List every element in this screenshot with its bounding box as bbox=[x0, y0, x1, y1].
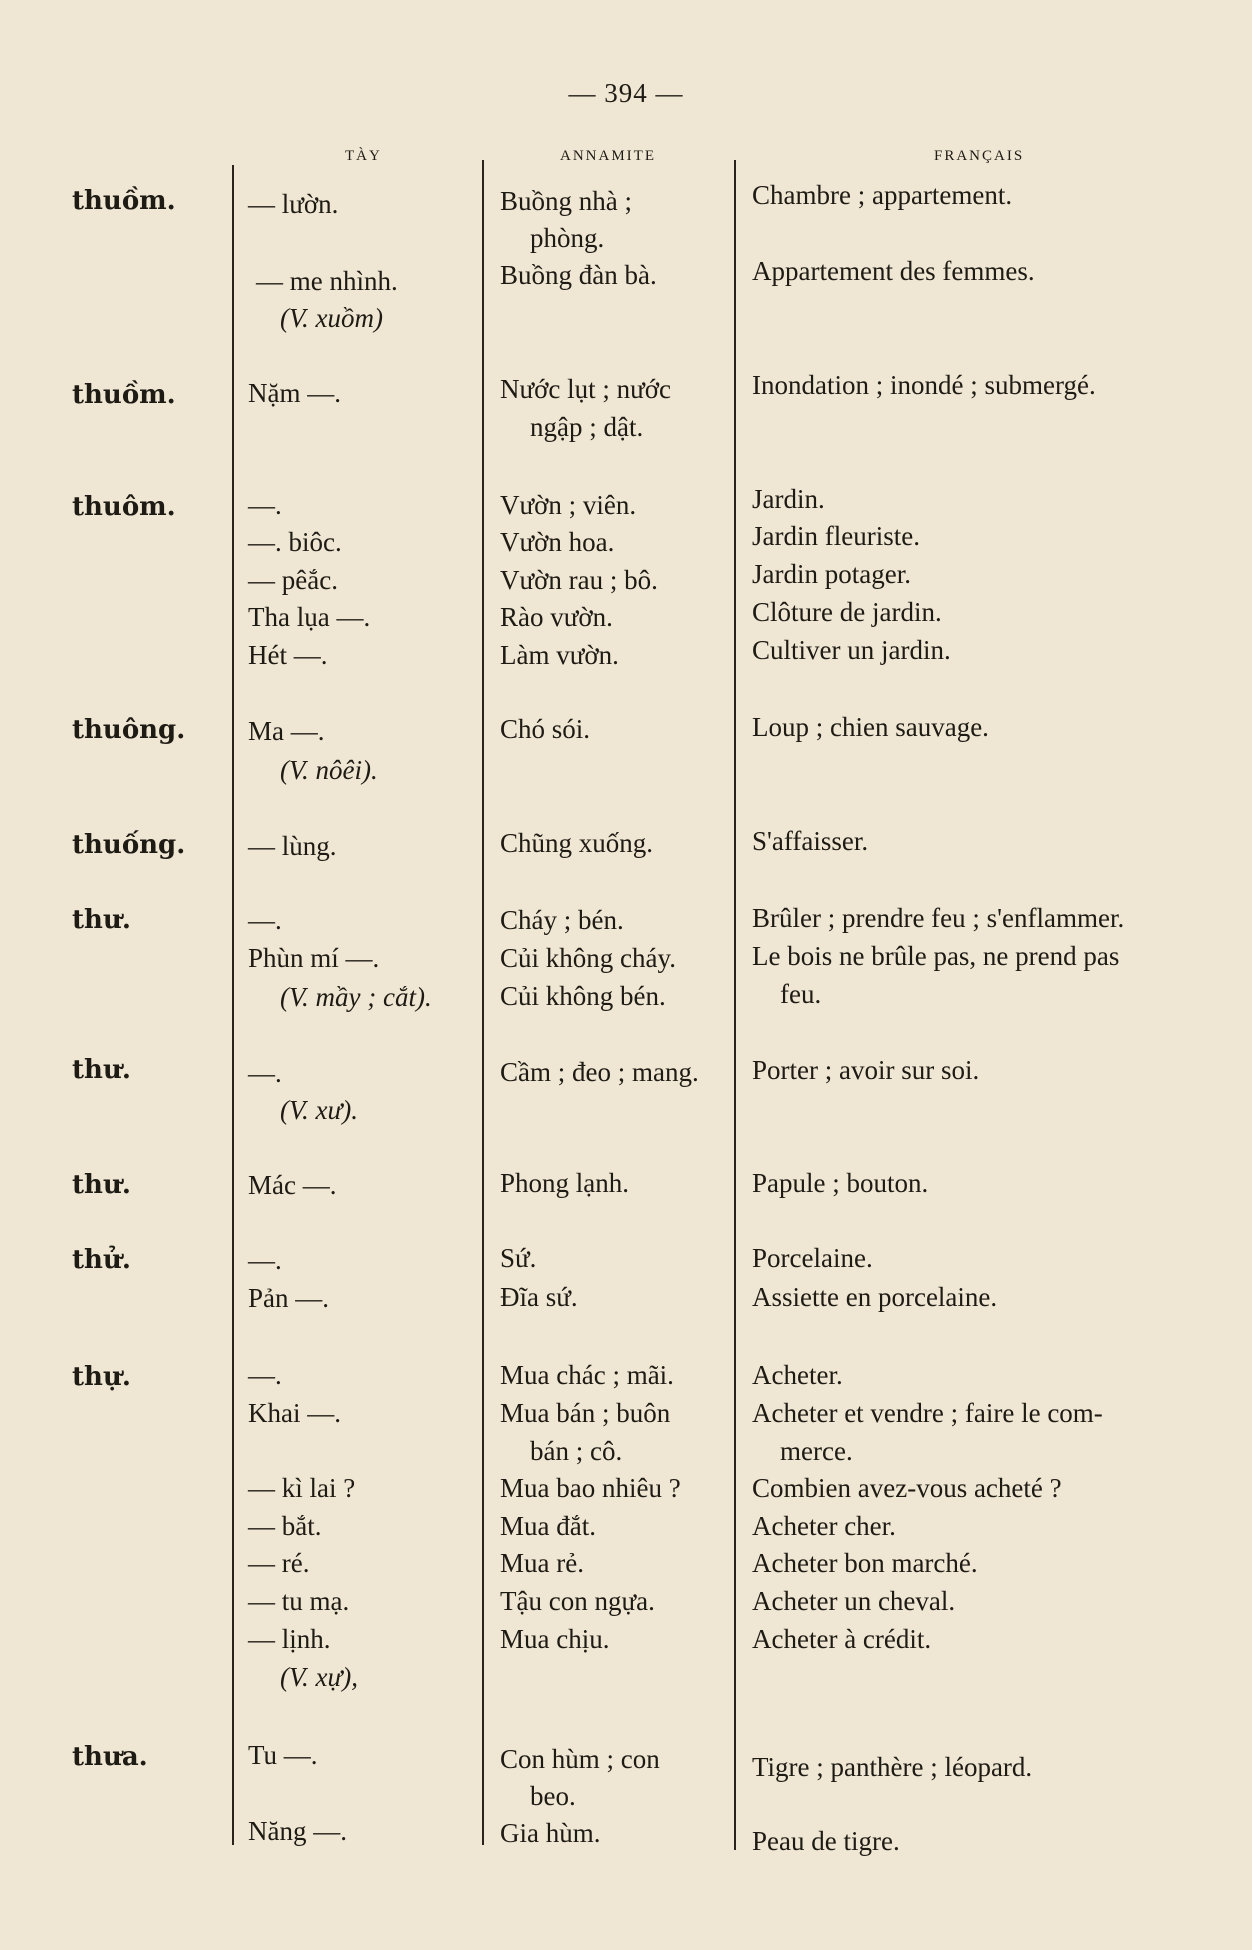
annamite-translation: Buồng nhà ; bbox=[500, 186, 632, 216]
tay-expression: — ré. bbox=[248, 1548, 310, 1578]
headword: thuông. bbox=[72, 715, 186, 745]
column-header-annamite: ANNAMITE bbox=[560, 148, 656, 164]
french-translation: Jardin potager. bbox=[752, 559, 911, 589]
annamite-translation: Cầm ; đeo ; mang. bbox=[500, 1057, 699, 1087]
annamite-translation: Chũng xuống. bbox=[500, 828, 654, 858]
column-divider-annamite bbox=[482, 160, 484, 1845]
tay-expression: Năng —. bbox=[248, 1816, 347, 1846]
annamite-translation: Củi không cháy. bbox=[500, 943, 676, 973]
tay-expression: Tu —. bbox=[248, 1740, 318, 1770]
french-translation: Porcelaine. bbox=[752, 1243, 873, 1273]
headword: thử. bbox=[72, 1245, 131, 1275]
annamite-translation: Vườn ; viên. bbox=[500, 490, 637, 520]
tay-expression: — kì lai ? bbox=[248, 1473, 356, 1503]
annamite-translation: Mua bao nhiêu ? bbox=[500, 1473, 681, 1503]
tay-cross-reference: (V. xuồm) bbox=[280, 303, 383, 333]
french-translation: Brûler ; prendre feu ; s'enflammer. bbox=[752, 903, 1125, 933]
french-translation-continued: feu. bbox=[780, 979, 822, 1009]
headword: thư. bbox=[72, 905, 131, 935]
tay-expression: Mác —. bbox=[248, 1170, 337, 1200]
annamite-translation: Sứ. bbox=[500, 1243, 537, 1273]
tay-expression: —. bbox=[248, 490, 282, 520]
annamite-translation: Tậu con ngựa. bbox=[500, 1586, 655, 1616]
tay-expression: —. bbox=[248, 1058, 282, 1088]
french-translation: Jardin. bbox=[752, 484, 825, 514]
annamite-translation: Cháy ; bén. bbox=[500, 905, 624, 935]
annamite-translation: Gia hùm. bbox=[500, 1818, 601, 1848]
annamite-translation: Mua bán ; buôn bbox=[500, 1398, 671, 1428]
french-translation: Papule ; bouton. bbox=[752, 1168, 929, 1198]
annamite-translation: Mua rẻ. bbox=[500, 1548, 584, 1578]
headword: thự. bbox=[72, 1362, 131, 1392]
tay-expression: —. bbox=[248, 1245, 282, 1275]
french-translation: Acheter un cheval. bbox=[752, 1586, 956, 1616]
tay-expression: — lườn. bbox=[248, 189, 339, 219]
french-translation: Clôture de jardin. bbox=[752, 597, 942, 627]
annamite-translation: Phong lạnh. bbox=[500, 1168, 630, 1198]
column-header-tay: TÀY bbox=[345, 148, 382, 164]
annamite-translation: Chó sói. bbox=[500, 714, 591, 744]
french-translation: Loup ; chien sauvage. bbox=[752, 712, 989, 742]
tay-expression: Pản —. bbox=[248, 1283, 329, 1313]
annamite-translation: Nước lụt ; nước bbox=[500, 374, 672, 404]
annamite-translation-continued: beo. bbox=[530, 1781, 576, 1811]
french-translation: Peau de tigre. bbox=[752, 1826, 900, 1856]
headword: thuống. bbox=[72, 830, 186, 860]
tay-cross-reference: (V. xư). bbox=[280, 1095, 358, 1125]
tay-expression: —. bbox=[248, 905, 282, 935]
annamite-translation: Mua đắt. bbox=[500, 1511, 596, 1541]
headword: thuôm. bbox=[72, 492, 176, 522]
headword: thuồm. bbox=[72, 186, 176, 216]
tay-expression: Phùn mí —. bbox=[248, 943, 380, 973]
annamite-translation: Vườn hoa. bbox=[500, 527, 615, 557]
french-translation: Acheter bon marché. bbox=[752, 1548, 978, 1578]
french-translation: Cultiver un jardin. bbox=[752, 635, 951, 665]
french-translation: Chambre ; appartement. bbox=[752, 180, 1013, 210]
tay-cross-reference: (V. nôêi). bbox=[280, 755, 378, 785]
french-translation: Assiette en porcelaine. bbox=[752, 1282, 998, 1312]
headword: thư. bbox=[72, 1055, 131, 1085]
headword: thưa. bbox=[72, 1742, 148, 1772]
french-translation: Acheter. bbox=[752, 1360, 843, 1390]
tay-expression: Khai —. bbox=[248, 1398, 341, 1428]
annamite-translation: Đĩa sứ. bbox=[500, 1282, 578, 1312]
headword: thuồm. bbox=[72, 380, 176, 410]
annamite-translation: Con hùm ; con bbox=[500, 1744, 660, 1774]
french-translation: Porter ; avoir sur soi. bbox=[752, 1055, 980, 1085]
annamite-translation: Rào vườn. bbox=[500, 602, 613, 632]
column-divider-tay bbox=[232, 165, 234, 1845]
tay-expression: — me nhình. bbox=[256, 266, 398, 296]
french-translation: Acheter et vendre ; faire le com- bbox=[752, 1398, 1103, 1428]
tay-expression: Ma —. bbox=[248, 716, 325, 746]
tay-expression: — pêắc. bbox=[248, 565, 338, 595]
page-number: — 394 — bbox=[568, 78, 684, 108]
tay-expression: — bắt. bbox=[248, 1511, 322, 1541]
french-translation: Tigre ; panthère ; léopard. bbox=[752, 1752, 1033, 1782]
annamite-translation: Mua chịu. bbox=[500, 1624, 610, 1654]
tay-expression: Tha lụa —. bbox=[248, 602, 371, 632]
annamite-translation: Mua chác ; mãi. bbox=[500, 1360, 674, 1390]
french-translation: Appartement des femmes. bbox=[752, 256, 1035, 286]
tay-expression: —. biôc. bbox=[248, 527, 342, 557]
annamite-translation: Làm vườn. bbox=[500, 640, 619, 670]
tay-expression: —. bbox=[248, 1360, 282, 1390]
annamite-translation-continued: ngập ; dật. bbox=[530, 412, 644, 442]
tay-expression: — lùng. bbox=[248, 831, 337, 861]
column-divider-francais bbox=[734, 160, 736, 1850]
tay-expression: — lịnh. bbox=[248, 1624, 331, 1654]
french-translation: Inondation ; inondé ; submergé. bbox=[752, 370, 1096, 400]
headword: thư. bbox=[72, 1170, 131, 1200]
tay-cross-reference: (V. mầy ; cắt). bbox=[280, 982, 432, 1012]
french-translation-continued: merce. bbox=[780, 1436, 853, 1466]
annamite-translation: Củi không bén. bbox=[500, 981, 666, 1011]
french-translation: Le bois ne brûle pas, ne prend pas bbox=[752, 941, 1120, 971]
annamite-translation: Vườn rau ; bô. bbox=[500, 565, 658, 595]
french-translation: Combien avez-vous acheté ? bbox=[752, 1473, 1062, 1503]
annamite-translation: Buồng đàn bà. bbox=[500, 260, 657, 290]
tay-expression: Hét —. bbox=[248, 640, 328, 670]
tay-cross-reference: (V. xự), bbox=[280, 1662, 358, 1692]
french-translation: Acheter à crédit. bbox=[752, 1624, 932, 1654]
annamite-translation-continued: phòng. bbox=[530, 223, 605, 253]
column-header-francais: FRANÇAIS bbox=[934, 148, 1025, 164]
tay-expression: Nặm —. bbox=[248, 378, 341, 408]
french-translation: Jardin fleuriste. bbox=[752, 521, 920, 551]
french-translation: S'affaisser. bbox=[752, 826, 869, 856]
annamite-translation-continued: bán ; cô. bbox=[530, 1436, 623, 1466]
french-translation: Acheter cher. bbox=[752, 1511, 896, 1541]
tay-expression: — tu mạ. bbox=[248, 1586, 350, 1616]
